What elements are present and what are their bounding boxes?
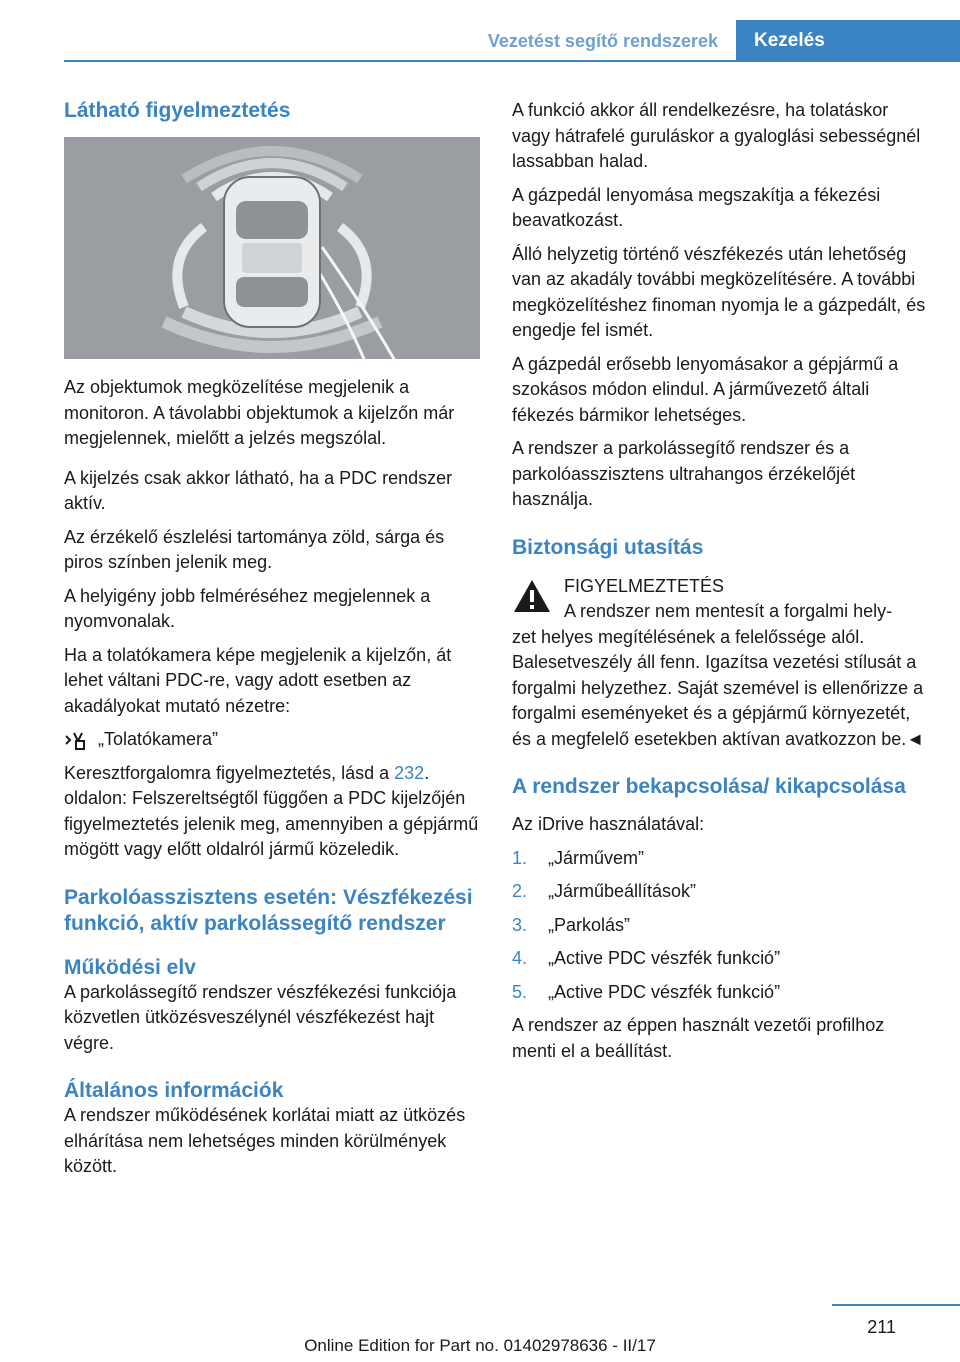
section-title: Vezetést segítő rendszerek <box>64 20 736 62</box>
list-item <box>512 846 928 872</box>
paragraph: A rendszer a parkolássegítő rendszer és a parkolóasszisztens ultrahangos érzékelőjét használja. <box>512 438 856 509</box>
heading-visible-warning: Látható figyelmeztetés <box>64 99 291 122</box>
paragraph: A funkció akkor áll rendelkezésre, ha tolatáskor vagy hátrafelé guruláskor a gyaloglási sebességnél lassabban halad. <box>512 100 921 171</box>
right-column <box>512 98 928 1072</box>
step-number: 5. <box>512 981 528 1002</box>
warning-text-first: A rendszer nem mentesít a forgalmi hely- <box>564 601 893 621</box>
paragraph: A gázpedál lenyomása megszakítja a fékezési beavatkozást. <box>512 184 881 230</box>
step-label: „Parkolás” <box>548 914 631 935</box>
left-column <box>64 98 480 1188</box>
paragraph: A gázpedál erősebb lenyomásakor a gépjármű a szokásos módon elindul. A járművezető általi fékezés bármikor lehetséges. <box>512 353 899 425</box>
step-label: „Járművem” <box>548 847 645 868</box>
text-fragment: Keresztforgalomra figyelmeztetés, lásd a <box>64 762 395 783</box>
heading-emergency-brake: Parkolóasszisztens esetén: Vészfékezési funkció, aktív parkolássegítő rendszer <box>64 885 473 935</box>
paragraph: A parkolássegítő rendszer vészfékezési funkciója közvetlen ütközésveszélynél vészfékezést hajt végre. <box>64 981 457 1053</box>
page-link[interactable]: 232 <box>394 762 425 783</box>
warning-text: zet helyes megítélésének a felelőssége alól. Balesetveszély áll fenn. Igazítsa vezetési stílusát a forgalmi helyzethez. Saját szemével is ellenőrizze a forgalmi eseményeket és a gépjármű környezetét, és a megfelelő esetekben aktívan avatkozzon be.◄ <box>512 626 925 749</box>
step-label: „Active PDC vészfék funkció” <box>548 948 781 968</box>
step-label: „Active PDC vészfék funkció” <box>548 981 781 1002</box>
paragraph: A rendszer az éppen használt vezetői profilhoz menti el a beállítást. <box>512 1015 885 1061</box>
list-item <box>512 946 928 972</box>
step-label: „Járműbeállítások” <box>548 881 697 901</box>
heading-operating-principle: Működési elv <box>64 955 196 979</box>
pdc-illustration <box>64 137 480 359</box>
paragraph: Az iDrive használatával: <box>512 814 705 834</box>
heading-safety: Biztonsági utasítás <box>512 535 704 559</box>
paragraph: A helyigény jobb felméréséhez megjelennek a nyomvonalak. <box>64 585 431 631</box>
paragraph: Álló helyzetig történő vészfékezés után lehetőség van az akadály további megközelítésére. A további megközelítéshez finoman nyomja le a gázpedált, és engedje fel ismét. <box>512 243 926 340</box>
text-fragment: . oldalon: Felszereltségtől függően a PDC kijelzőjén figyelmeztetés jelenik meg, amennyiben a gépjármű mögött vagy előtt oldalról jármű közeledik. <box>64 762 479 859</box>
edition-note: Online Edition for Part no. 01402978636 - II/17 <box>304 1336 656 1355</box>
menu-reference <box>64 727 480 753</box>
step-number: 3. <box>512 914 528 935</box>
paragraph: Ha a tolatókamera képe megjelenik a kijelzőn, át lehet váltani PDC-re, vagy adott esetben az akadályokat mutató nézetre: <box>64 644 452 716</box>
reverse-camera-icon <box>64 729 98 751</box>
page-header <box>64 20 960 62</box>
page-number: 211 <box>867 1317 896 1337</box>
warning-triangle-icon <box>512 578 552 614</box>
step-number: 1. <box>512 847 528 868</box>
list-item <box>512 913 928 939</box>
heading-general-info: Általános információk <box>64 1079 284 1102</box>
warning-label: FIGYELMEZTETÉS <box>564 575 725 596</box>
warning-block <box>512 574 928 753</box>
paragraph: Az érzékelő észlelési tartománya zöld, sárga és piros színben jelenik meg. <box>64 526 445 572</box>
pdc-car-diagram <box>64 137 480 359</box>
paragraph: A rendszer működésének korlátai miatt az ütközés elhárítása nem lehetséges minden körülmények között. <box>64 1105 466 1176</box>
list-item <box>512 879 928 905</box>
idrive-steps <box>512 846 928 1006</box>
heading-on-off: A rendszer bekapcsolása/ kikapcsolása <box>512 775 906 798</box>
paragraph-cross-traffic <box>64 761 480 863</box>
footer-rule <box>832 1304 960 1306</box>
step-number: 4. <box>512 948 528 968</box>
paragraph: Az objektumok megközelítése megjelenik a monitoron. A távolabbi objektumok a kijelzőn már megjelennek, mielőtt a jelzés megszólal. <box>64 377 455 448</box>
paragraph: A kijelzés csak akkor látható, ha a PDC rendszer aktív. <box>64 467 453 513</box>
step-number: 2. <box>512 881 528 901</box>
menu-item-label: „Tolatókamera” <box>98 729 219 749</box>
chapter-tab[interactable]: Kezelés <box>736 20 960 62</box>
list-item <box>512 980 928 1006</box>
